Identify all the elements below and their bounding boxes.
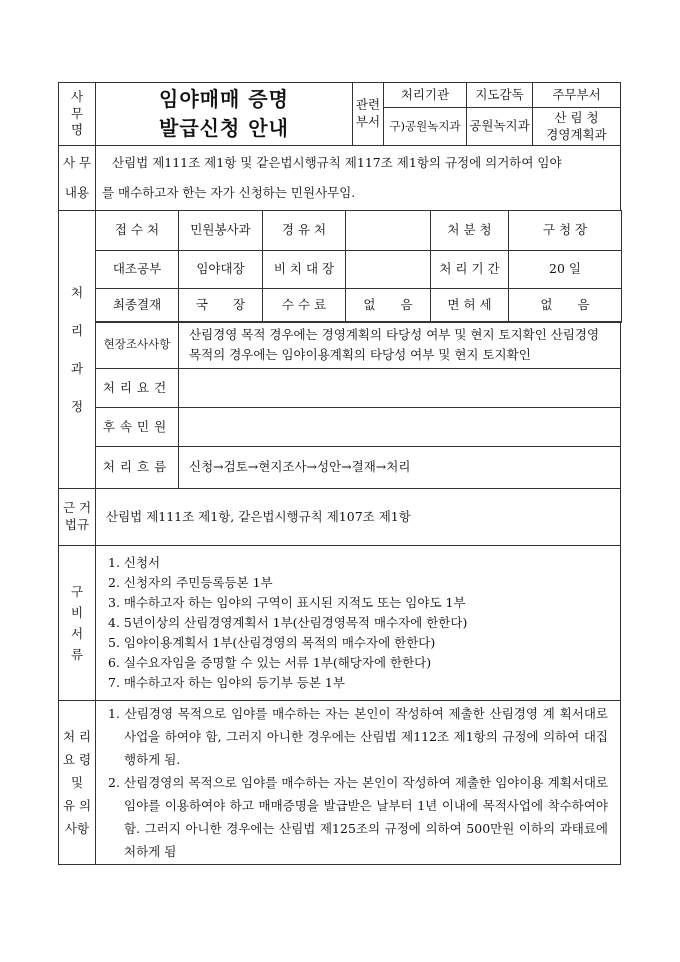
affair-name-label: [58, 82, 96, 146]
requirements-value: [178, 368, 621, 408]
title-line: 임야매매 증명: [159, 87, 289, 111]
supervision-value: 공원녹지과: [466, 107, 533, 146]
process-field-value: [345, 210, 431, 251]
label-part: 부서: [355, 114, 381, 129]
title-line: 발급신청 안내: [159, 116, 289, 140]
related-dept-label: [352, 82, 384, 146]
flow-label: 처리흐름: [95, 446, 179, 489]
affair-content-label: [58, 145, 96, 211]
legal-basis-label: [58, 488, 96, 546]
label-part: 관련: [355, 97, 381, 113]
process-field-label: 대조공부: [95, 250, 179, 289]
label-char: 구: [70, 584, 84, 599]
process-field-label: 최종결재: [95, 288, 179, 323]
process-field-value: 20 일: [508, 250, 622, 289]
supervision-header: 지도감독: [466, 82, 533, 108]
processing-agency-value: 구)공원녹지과: [383, 107, 467, 146]
process-field-value: 민원봉사과: [178, 210, 263, 251]
document-title: [95, 82, 353, 146]
label-char: 과: [70, 360, 84, 376]
legal-basis-text: 산림법 제111조 제1항, 같은법시행규칙 제107조 제1항: [95, 488, 621, 546]
list-item: 3. 매수하고자 하는 임야의 구역이 표시된 지적도 또는 임야도 1부: [108, 595, 466, 610]
process-field-label: 처 리 기 간: [430, 250, 509, 289]
process-field-value: 없 음: [508, 288, 622, 323]
list-item: 1. 신청서: [108, 555, 161, 570]
label-part: 사 무: [62, 155, 92, 170]
label-part: 법규: [64, 517, 90, 532]
affair-content: [95, 145, 621, 211]
label-char: 리: [70, 322, 84, 338]
list-item: 7. 매수하고자 하는 임야의 등기부 등본 1부: [108, 675, 345, 690]
process-field-value: 없 음: [345, 288, 431, 323]
followup-label: 후속민원: [95, 407, 179, 447]
list-item: 6. 실수요자임을 증명할 수 있는 서류 1부(해당자에 한한다): [108, 655, 432, 670]
list-item: 4. 5년이상의 산림경영계획서 1부(산림경영목적 매수자에 한한다): [108, 615, 468, 630]
label-char: 무: [70, 105, 84, 121]
label-char: 사: [70, 88, 84, 104]
site-survey-text: 산림경영 목적 경우에는 경영계획의 타당성 여부 및 현지 토지확인 산림경영 목적의 경우에는 임야이용계획의 타당성 여부 및 현지 토지확인: [178, 321, 621, 369]
label-part: 내용: [64, 185, 90, 200]
process-field-value: [345, 250, 431, 289]
text-line: 산림법 제111조 제1항 및 같은법시행규칙 제117조 제1항의 규정에 의거하여 임야: [112, 155, 562, 170]
main-dept-value: [532, 107, 621, 146]
text-line: 를 매수하고자 한는 자가 신청하는 민원사무임.: [102, 185, 356, 200]
label-part: 및: [70, 775, 84, 790]
required-docs-label: [58, 545, 96, 701]
process-field-label: 면 허 세: [430, 288, 509, 323]
label-char: 서: [70, 626, 84, 641]
required-docs-list: [95, 545, 621, 701]
label-part: 사항: [64, 821, 90, 836]
value-line: 경영계획과: [546, 126, 607, 142]
label-part: 요 령: [62, 752, 92, 767]
followup-value: [178, 407, 621, 447]
process-field-label: 경 유 처: [262, 210, 346, 251]
value-line: 산 림 청: [554, 109, 599, 125]
main-dept-header: 주무부서: [532, 82, 621, 108]
label-char: 명: [70, 122, 84, 138]
list-item: 2. 산림경영의 목적으로 임야를 매수하는 자는 본인이 작성하여 제출한 임야이용 계획서대로 임야를 이용하여야 하고 매매증명을 발급받은 날부터 1년 이내에 목적사업에 착수하여야 함. 그러지 아니한 경우에는 산림법 제125조의 규정에 의하여 500만원 이하의 과태료에 처하게 됨: [108, 775, 608, 859]
process-field-label: 처 분 청: [430, 210, 509, 251]
process-label: [58, 210, 96, 489]
notes-label: [58, 700, 96, 865]
process-field-value: 임야대장: [178, 250, 263, 289]
label-char: 처: [70, 284, 84, 300]
label-part: 유 의: [62, 798, 92, 813]
label-char: 류: [70, 647, 84, 662]
label-part: 근 거: [62, 500, 92, 516]
notes-list: [95, 700, 621, 865]
label-part: 처 리: [62, 729, 92, 744]
label-char: 정: [70, 398, 84, 414]
list-item: 1. 산림경영 목적으로 임야를 매수하는 자는 본인이 작성하여 제출한 산림경영 계 획서대로 사업을 하여야 함, 그러지 아니한 경우에는 산림법 제112조 제1항의 규정에 의하여 대집행하게 됨.: [108, 706, 608, 767]
requirements-label: 처리요건: [95, 368, 179, 408]
process-field-label: 접 수 처: [95, 210, 179, 251]
process-field-label: 비 치 대 장: [262, 250, 346, 289]
site-survey-label: 현장조사사항: [95, 321, 179, 369]
process-field-value: 구 청 장: [508, 210, 622, 251]
label-char: 비: [70, 605, 84, 620]
list-item: 2. 신청자의 주민등록등본 1부: [108, 575, 273, 590]
processing-agency-header: 처리기관: [383, 82, 467, 108]
process-field-label: 수 수 료: [262, 288, 346, 323]
process-field-value: 국 장: [178, 288, 263, 323]
flow-value: 신청→검토→현지조사→성안→결재→처리: [178, 446, 621, 489]
list-item: 5. 임야이용계획서 1부(산림경영의 목적의 매수자에 한한다): [108, 635, 436, 650]
